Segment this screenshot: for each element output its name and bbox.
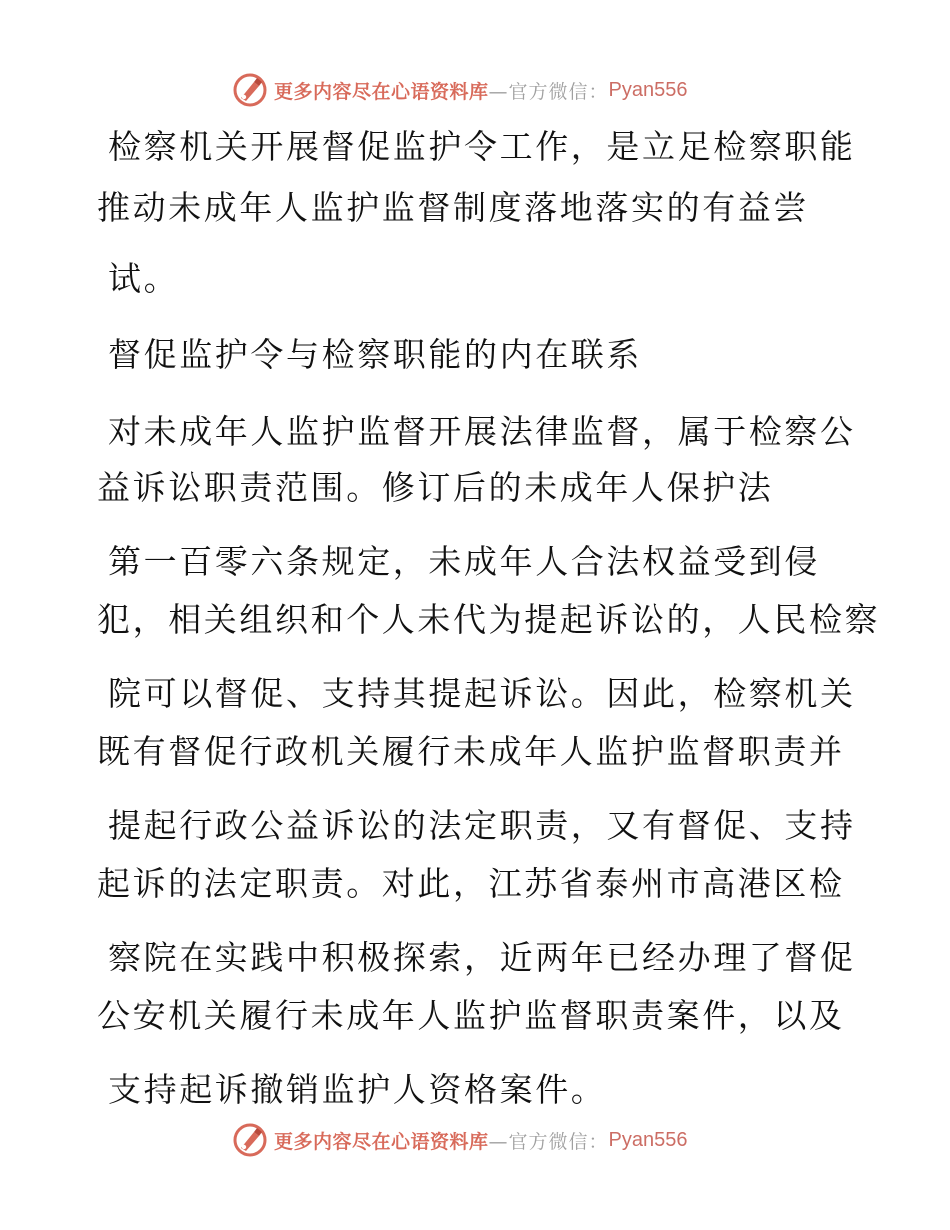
banner-wechat-id: Pyan556: [608, 78, 688, 101]
pen-seal-icon: [232, 1122, 268, 1158]
text-line: 试。: [108, 259, 180, 298]
text-line: 起诉的法定职责。对此，江苏省泰州市高港区检: [97, 864, 845, 903]
banner-wechat-label: —官方微信：: [488, 80, 609, 103]
text-line: 支持起诉撤销监护人资格案件。: [108, 1070, 607, 1109]
text-line: 推动未成年人监护监督制度落地落实的有益尝: [97, 188, 809, 227]
header-banner: [232, 70, 688, 110]
pen-seal-icon: [232, 72, 268, 108]
banner-wechat-label: —官方微信：: [488, 1130, 609, 1153]
text-line: 第一百零六条规定，未成年人合法权益受到侵: [108, 542, 820, 581]
banner-wechat-id: Pyan556: [608, 1128, 688, 1151]
text-line: 公安机关履行未成年人监护监督职责案件，以及: [97, 996, 845, 1035]
banner-title: 更多内容尽在心语资料库: [274, 80, 489, 103]
text-line: 既有督促行政机关履行未成年人监护监督职责并: [97, 732, 845, 771]
text-line: 检察机关开展督促监护令工作，是立足检察职能: [108, 127, 856, 166]
text-line: 益诉讼职责范围。修订后的未成年人保护法: [97, 468, 774, 507]
text-line: 犯，相关组织和个人未代为提起诉讼的，人民检察: [97, 600, 881, 639]
text-line: 提起行政公益诉讼的法定职责，又有督促、支持: [108, 806, 856, 845]
text-line: 察院在实践中积极探索，近两年已经办理了督促: [108, 938, 856, 977]
footer-banner: [232, 1120, 688, 1160]
banner-title: 更多内容尽在心语资料库: [274, 1130, 489, 1153]
section-heading: 督促监护令与检察职能的内在联系: [108, 335, 642, 374]
text-line: 对未成年人监护监督开展法律监督，属于检察公: [108, 412, 856, 451]
text-line: 院可以督促、支持其提起诉讼。因此，检察机关: [108, 674, 856, 713]
